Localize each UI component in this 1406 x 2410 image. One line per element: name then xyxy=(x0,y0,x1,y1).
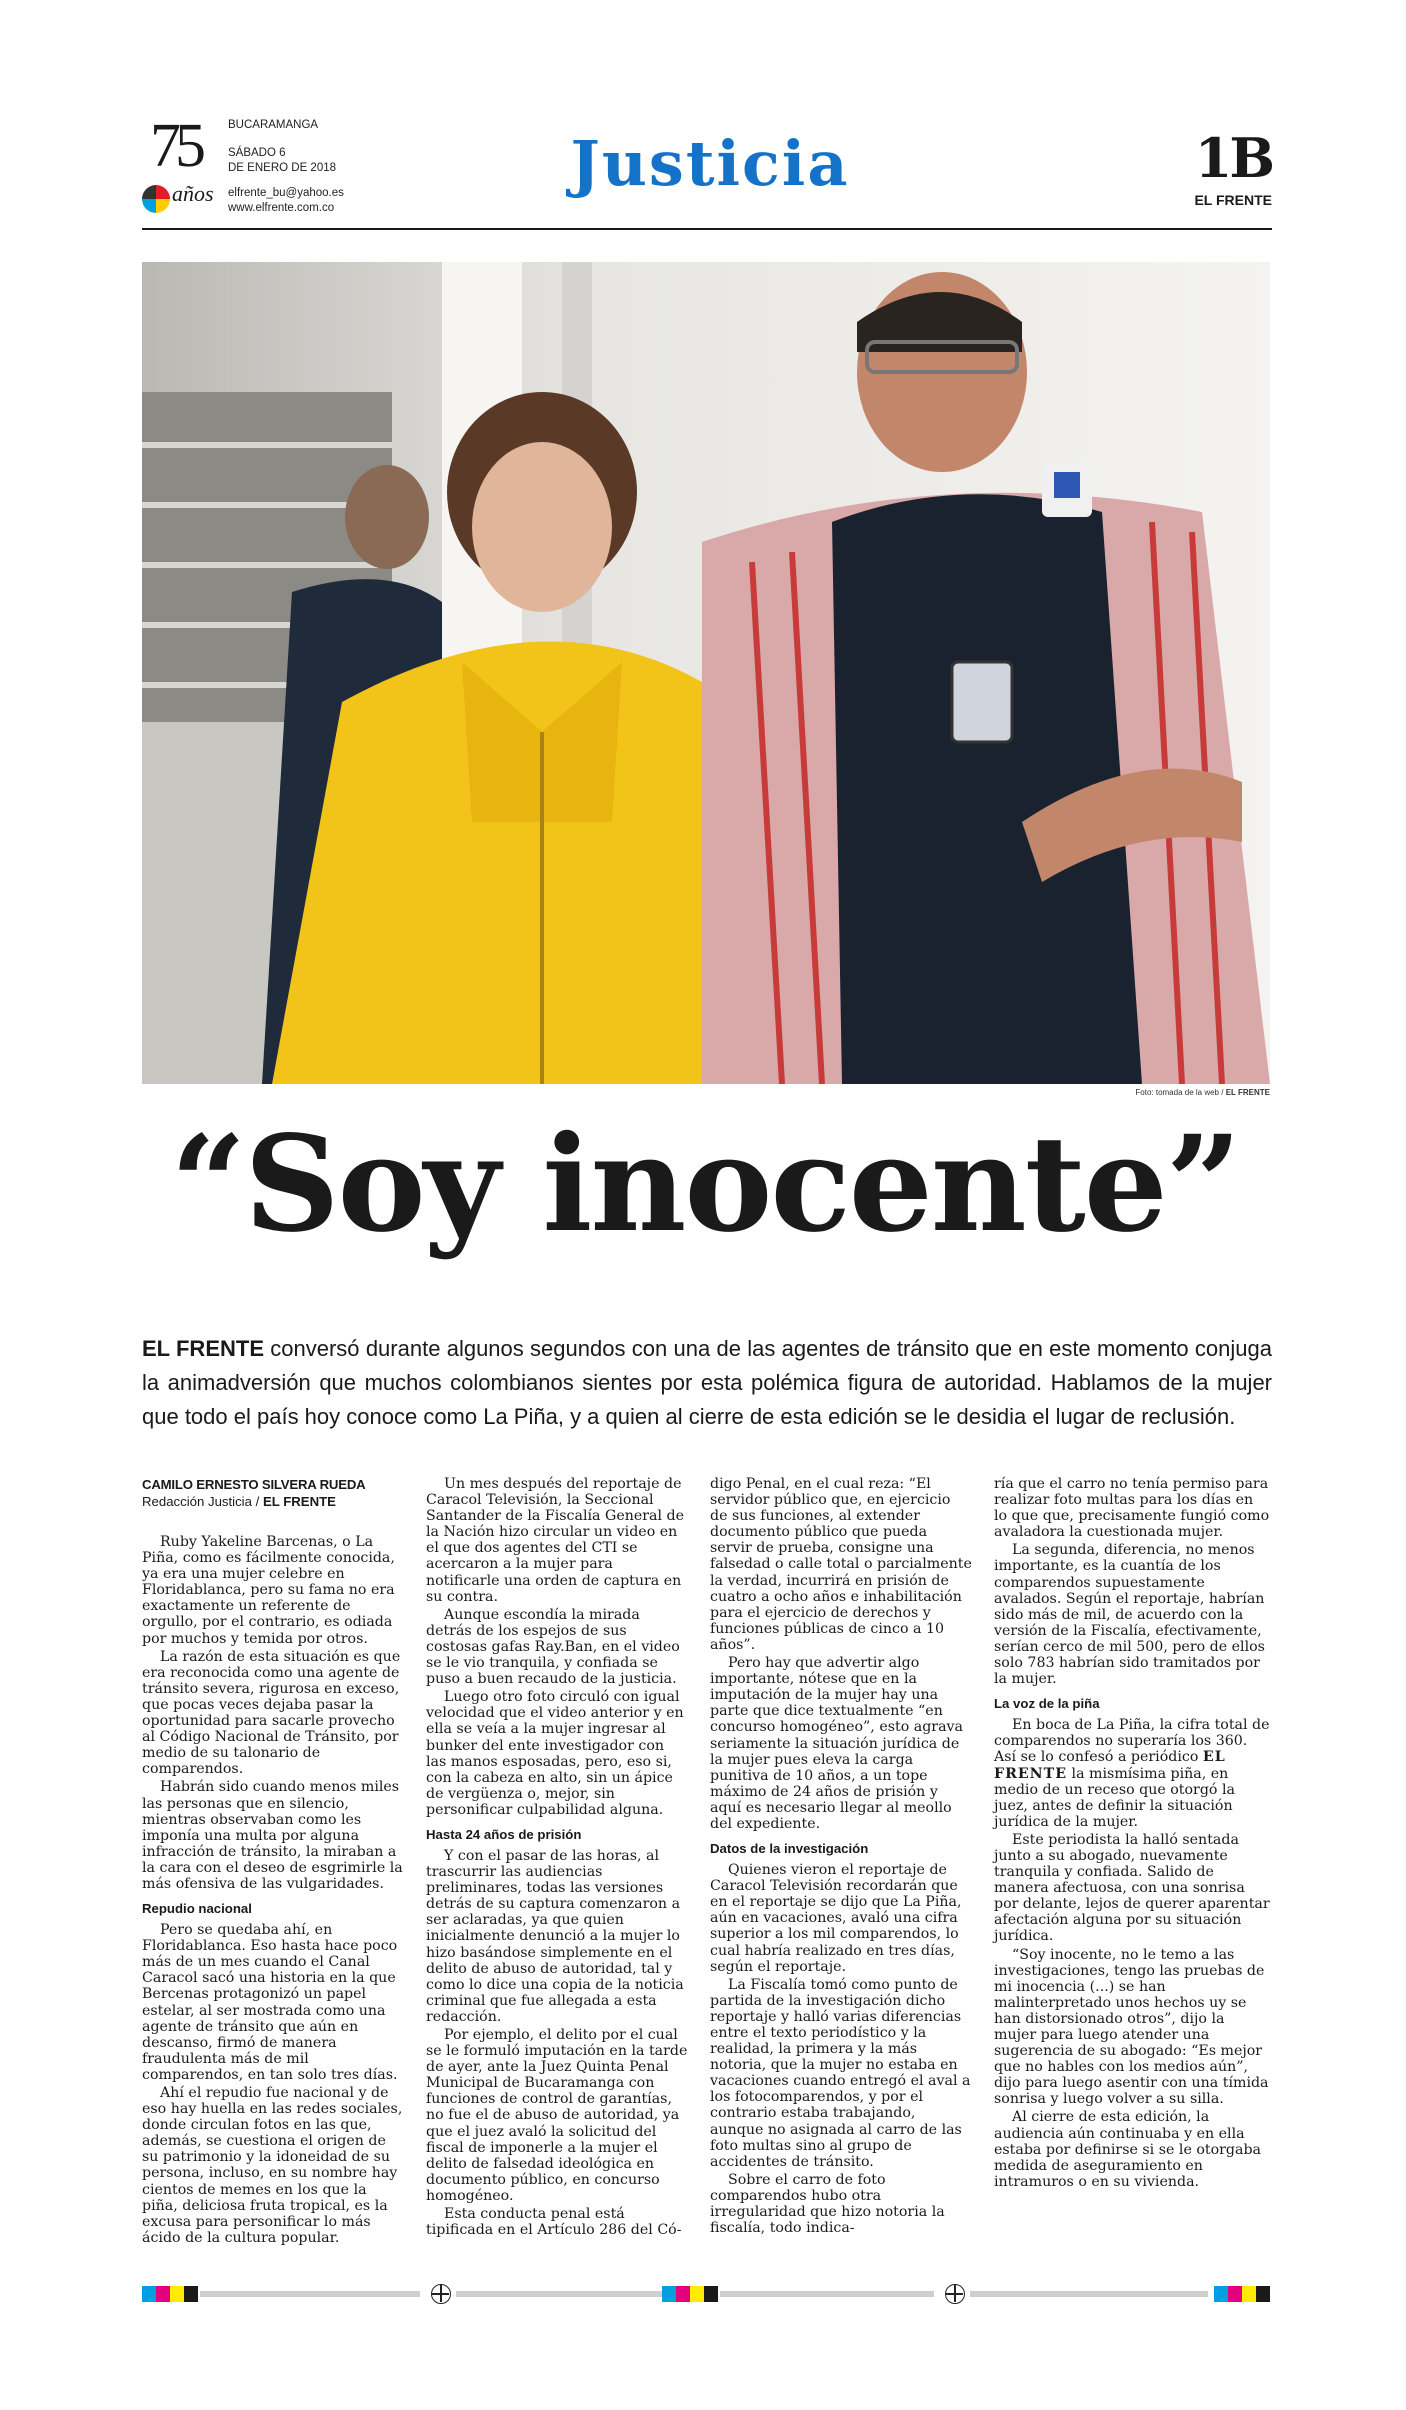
lead-paragraph xyxy=(142,1332,1272,1434)
logo-color-wheel-icon xyxy=(142,185,170,213)
photo-credit-text: Foto: tomada de la web / xyxy=(1135,1088,1224,1097)
paragraph: Esta conducta penal está tipificada en el Artículo 286 del Có- xyxy=(426,2206,682,2239)
desk-line xyxy=(142,1493,404,1510)
print-registration-strip xyxy=(142,2286,1270,2302)
paragraph: Sobre el carro de foto comparendos hubo otra irregularidad que hizo notoria la fiscalía, todo indica- xyxy=(710,2171,945,2237)
yellow-swatch xyxy=(690,2286,704,2302)
paragraph: Y con el pasar de las horas, al trascurrir las audiencias preliminares, todas las versiones detrás de su captura comenzaron a ser aclaradas, ya que quien inicialmente denunció a la mujer lo hizo basándose simplemente en el delito de abuso de autoridad, tal y como lo dice una copia de la noticia criminal que fue allegada a esta redacción. xyxy=(426,1847,684,2025)
article-column-1 xyxy=(142,1476,404,2248)
cyan-swatch xyxy=(142,2286,156,2302)
cyan-swatch xyxy=(1214,2286,1228,2302)
header-rule xyxy=(142,228,1272,230)
lead-text: conversó durante algunos segundos con una de las agentes de tránsito que en este momento conjuga la animadversión que muchos colombianos sientes por esta polémica figura de autoridad. Hablamos de la mujer que todo el país hoy conoce como La Piña, y a quien al cierre de esta edición se le desidia el lugar de reclusión. xyxy=(142,1336,1272,1429)
paragraph: Al cierre de esta edición, la audiencia aún continuaba y en ella estaba por definirse si se le otorgaba medida de aseguramiento en intramuros o en su vivienda. xyxy=(994,2109,1261,2190)
paragraph: digo Penal, en el cual reza: “El servidor público que, en ejercicio de sus funciones, al extender documento público que pueda servir de prueba, consigne una falsedad o calle total o parcialmente la verdad, incurrirá en prisión de cuatro a ocho años e inhabilitación para el ejercicio de derechos y funciones públicas de cinco a 10 años”. xyxy=(710,1476,972,1653)
paragraph: “Soy inocente, no le temo a las investigaciones, tengo las pruebas de mi inocencia (...) se han malinterpretado unos hechos uy se han distorsionado otros”, dijo la mujer para luego atender una sugerencia de su abogado: “Es mejor que no hables con los medios aún”, dijo para luego asentir con una tímida sonrisa y luego volver a su silla. xyxy=(994,1946,1269,2108)
cyan-swatch xyxy=(662,2286,676,2302)
paragraph: Ahí el repudio fue nacional y de eso hay huella en las redes sociales, donde circulan fotos en las que, además, se cuestiona el origen de su patrimonio y la idoneidad de su persona, incluso, en su nombre hay cientos de memes en los que la piña, deliciosa fruta tropical, es la excusa para personificar lo más ácido de la cultura popular. xyxy=(142,2085,403,2246)
paragraph-text: la mismísima piña, en medio de un receso que otorgó la juez, antes de definir la situación jurídica de la mujer. xyxy=(994,1765,1235,1830)
paragraph: Pero hay que advertir algo importante, nótese que en la imputación de la mujer hay una parte que dice textualmente “en concurso homogéneo”, esto agrava seriamente la situación jurídica de la mujer pues eleva la carga punitiva de 10 años, a un tope máximo de 24 años de prisión y aquí es necesario llegar al meollo del expediente. xyxy=(710,1655,964,1832)
magenta-swatch xyxy=(1228,2286,1242,2302)
grey-bar xyxy=(456,2291,668,2297)
city: BUCARAMANGA xyxy=(228,119,319,131)
newspaper-brand: EL FRENTE xyxy=(1194,192,1272,208)
website-link: www.elfrente.com.co xyxy=(228,202,335,214)
article-column-4 xyxy=(994,1476,1270,2192)
headline: “Soy inocente” xyxy=(170,1107,1240,1262)
black-swatch xyxy=(704,2286,718,2302)
paragraph: Pero se quedaba ahí, en Floridablanca. Eso hasta hace poco más de un mes cuando el Canal Caracol sacó una historia en la que Bercenas protagonizó un papel estelar, al ser mostrada como una agente de tránsito que aún en descanso, firmó de manera fraudulenta más de mil comparendos, en tan solo tres días. xyxy=(142,1922,398,2083)
article-column-2 xyxy=(426,1476,688,2240)
photo-credit xyxy=(900,1088,1270,1097)
yellow-swatch xyxy=(1242,2286,1256,2302)
desk-text: Redacción Justicia / xyxy=(142,1494,263,1509)
logo-number: 75 xyxy=(150,112,200,180)
registration-target-icon xyxy=(431,2284,451,2304)
contact-email: elfrente_bu@yahoo.es xyxy=(228,187,344,199)
magenta-swatch xyxy=(156,2286,170,2302)
section-title: Justicia xyxy=(570,127,850,200)
paragraph: Aunque escondía la mirada detrás de los espejos de sus costosas gafas Ray.Ban, en el video se le vio tranquila, y confiada se puso a buen recaudo de la justicia. xyxy=(426,1606,680,1688)
byline: CAMILO ERNESTO SILVERA RUEDA xyxy=(142,1477,366,1492)
logo-word: años xyxy=(172,181,214,206)
edition-weekday: SÁBADO 6 xyxy=(228,147,286,159)
paragraph: Un mes después del reportaje de Caracol Televisión, la Seccional Santander de la Fiscalía General de la Nación hizo circular un video en el que dos agentes del CTI se acercaron a la mujer para notificarle una orden de captura en su contra. xyxy=(426,1476,685,1605)
article-column-3 xyxy=(710,1476,972,2238)
black-swatch xyxy=(184,2286,198,2302)
paragraph: La razón de esta situación es que era reconocida como una agente de tránsito severa, rigurosa en exceso, que pocas veces dejaba pasar la oportunidad para sacarle provecho al Código Nacional de Tránsito, por medio de su talonario de comparendos. xyxy=(142,1648,401,1778)
black-swatch xyxy=(1256,2286,1270,2302)
yellow-swatch xyxy=(170,2286,184,2302)
grey-bar xyxy=(200,2291,420,2297)
lead-photo xyxy=(142,262,1270,1084)
magenta-swatch xyxy=(676,2286,690,2302)
photo-credit-source: EL FRENTE xyxy=(1225,1088,1270,1097)
subheading: Repudio nacional xyxy=(142,1901,252,1917)
subheading: Datos de la investigación xyxy=(710,1841,869,1857)
grey-bar xyxy=(720,2291,934,2297)
subheading: La voz de la piña xyxy=(994,1696,1100,1712)
subheading: Hasta 24 años de prisión xyxy=(426,1826,582,1842)
paragraph: Por ejemplo, el delito por el cual se le formuló imputación en la tarde de ayer, ante la Juez Quinta Penal Municipal de Bucaramanga con funciones de control de garantías, no fue el de abuso de autoridad, ya que el juez avaló la solicitud del fiscal de imponerle a la mujer el delito de falsedad ideológica en documento público, en concurso homogéneo. xyxy=(426,2027,688,2204)
desk-brand: EL FRENTE xyxy=(262,1494,336,1509)
paragraph: Luego otro foto circuló con igual velocidad que el video anterior y en ella se veía a la mujer ingresar al bunker del ente investigador con las manos esposadas, pero, eso si, con la cabeza en alto, sin un ápice de vergüenza o, mejor, sin personificar culpabilidad alguna. xyxy=(426,1689,684,1818)
registration-target-icon xyxy=(945,2284,965,2304)
paragraph: La segunda, diferencia, no menos importante, es la cuantía de los comparendos supuestamente avalados. Según el reportaje, habrían sido más de mil, de acuerdo con la versión de la Fiscalía, efectivamente, serían cerco de mil 500, pero de ellos solo 783 habrían sido tramitados por la mujer. xyxy=(994,1542,1265,1688)
paragraph: La Fiscalía tomó como punto de partida de la investigación dicho reportaje y halló varias diferencias entre el texto periodístico y la realidad, la primera y la más notoria, que la mujer no estaba en vacaciones cuando entregó el aval a los fotocomparendos, y por el contrario estaba trabajando, aunque no asignada al carro de las foto multas sino al grupo de accidentes de tránsito. xyxy=(710,1976,971,2170)
page-number: 1B xyxy=(1194,126,1272,190)
paragraph: Habrán sido cuando menos miles las personas que en silencio, mientras observaban como les imponía una multa por alguna infracción de tránsito, la miraban a la cara con el deseo de esgrimirle la más ofensiva de las vulgaridades. xyxy=(142,1779,403,1892)
anniversary-logo xyxy=(142,112,222,215)
photo-illustration xyxy=(142,262,1270,1084)
paragraph-text: En boca de La Piña, la cifra total de comparendos no superaría los 360. Así se lo confesó a periódico xyxy=(994,1717,1270,1766)
paragraph: Ruby Yakeline Barcenas, o La Piña, como es fácilmente conocida, ya era una mujer celebre en Floridablanca, pero su fama no era exactamente un referente de orgullo, por el contrario, es odiada por muchos y temida por otros. xyxy=(142,1534,395,1647)
inline-brand: EL FRENTE xyxy=(994,1749,1226,1782)
grey-bar xyxy=(970,2291,1208,2297)
lead-brand: EL FRENTE xyxy=(142,1336,264,1361)
edition-date: DE ENERO DE 2018 xyxy=(228,162,337,174)
paragraph: Quienes vieron el reportaje de Caracol Televisión recordarán que en el reportaje se dijo que La Piña, aún en vacaciones, avaló una cifra superior a los mil comparendos, lo cual habría realizado en tres días, según el reportaje. xyxy=(710,1862,962,1975)
paragraph: Este periodista la halló sentada junto a su abogado, nuevamente tranquila y confiada. Salido de manera afectuosa, con una sonrisa por delante, lejos de querer aparentar afectación alguna por su situación jurídica. xyxy=(994,1831,1270,1945)
paragraph: ría que el carro no tenía permiso para realizar foto multas para los días en lo que que, precisamente fungió como avaladora la cuestionada mujer. xyxy=(994,1476,1270,1541)
paragraph xyxy=(994,1717,1270,1830)
